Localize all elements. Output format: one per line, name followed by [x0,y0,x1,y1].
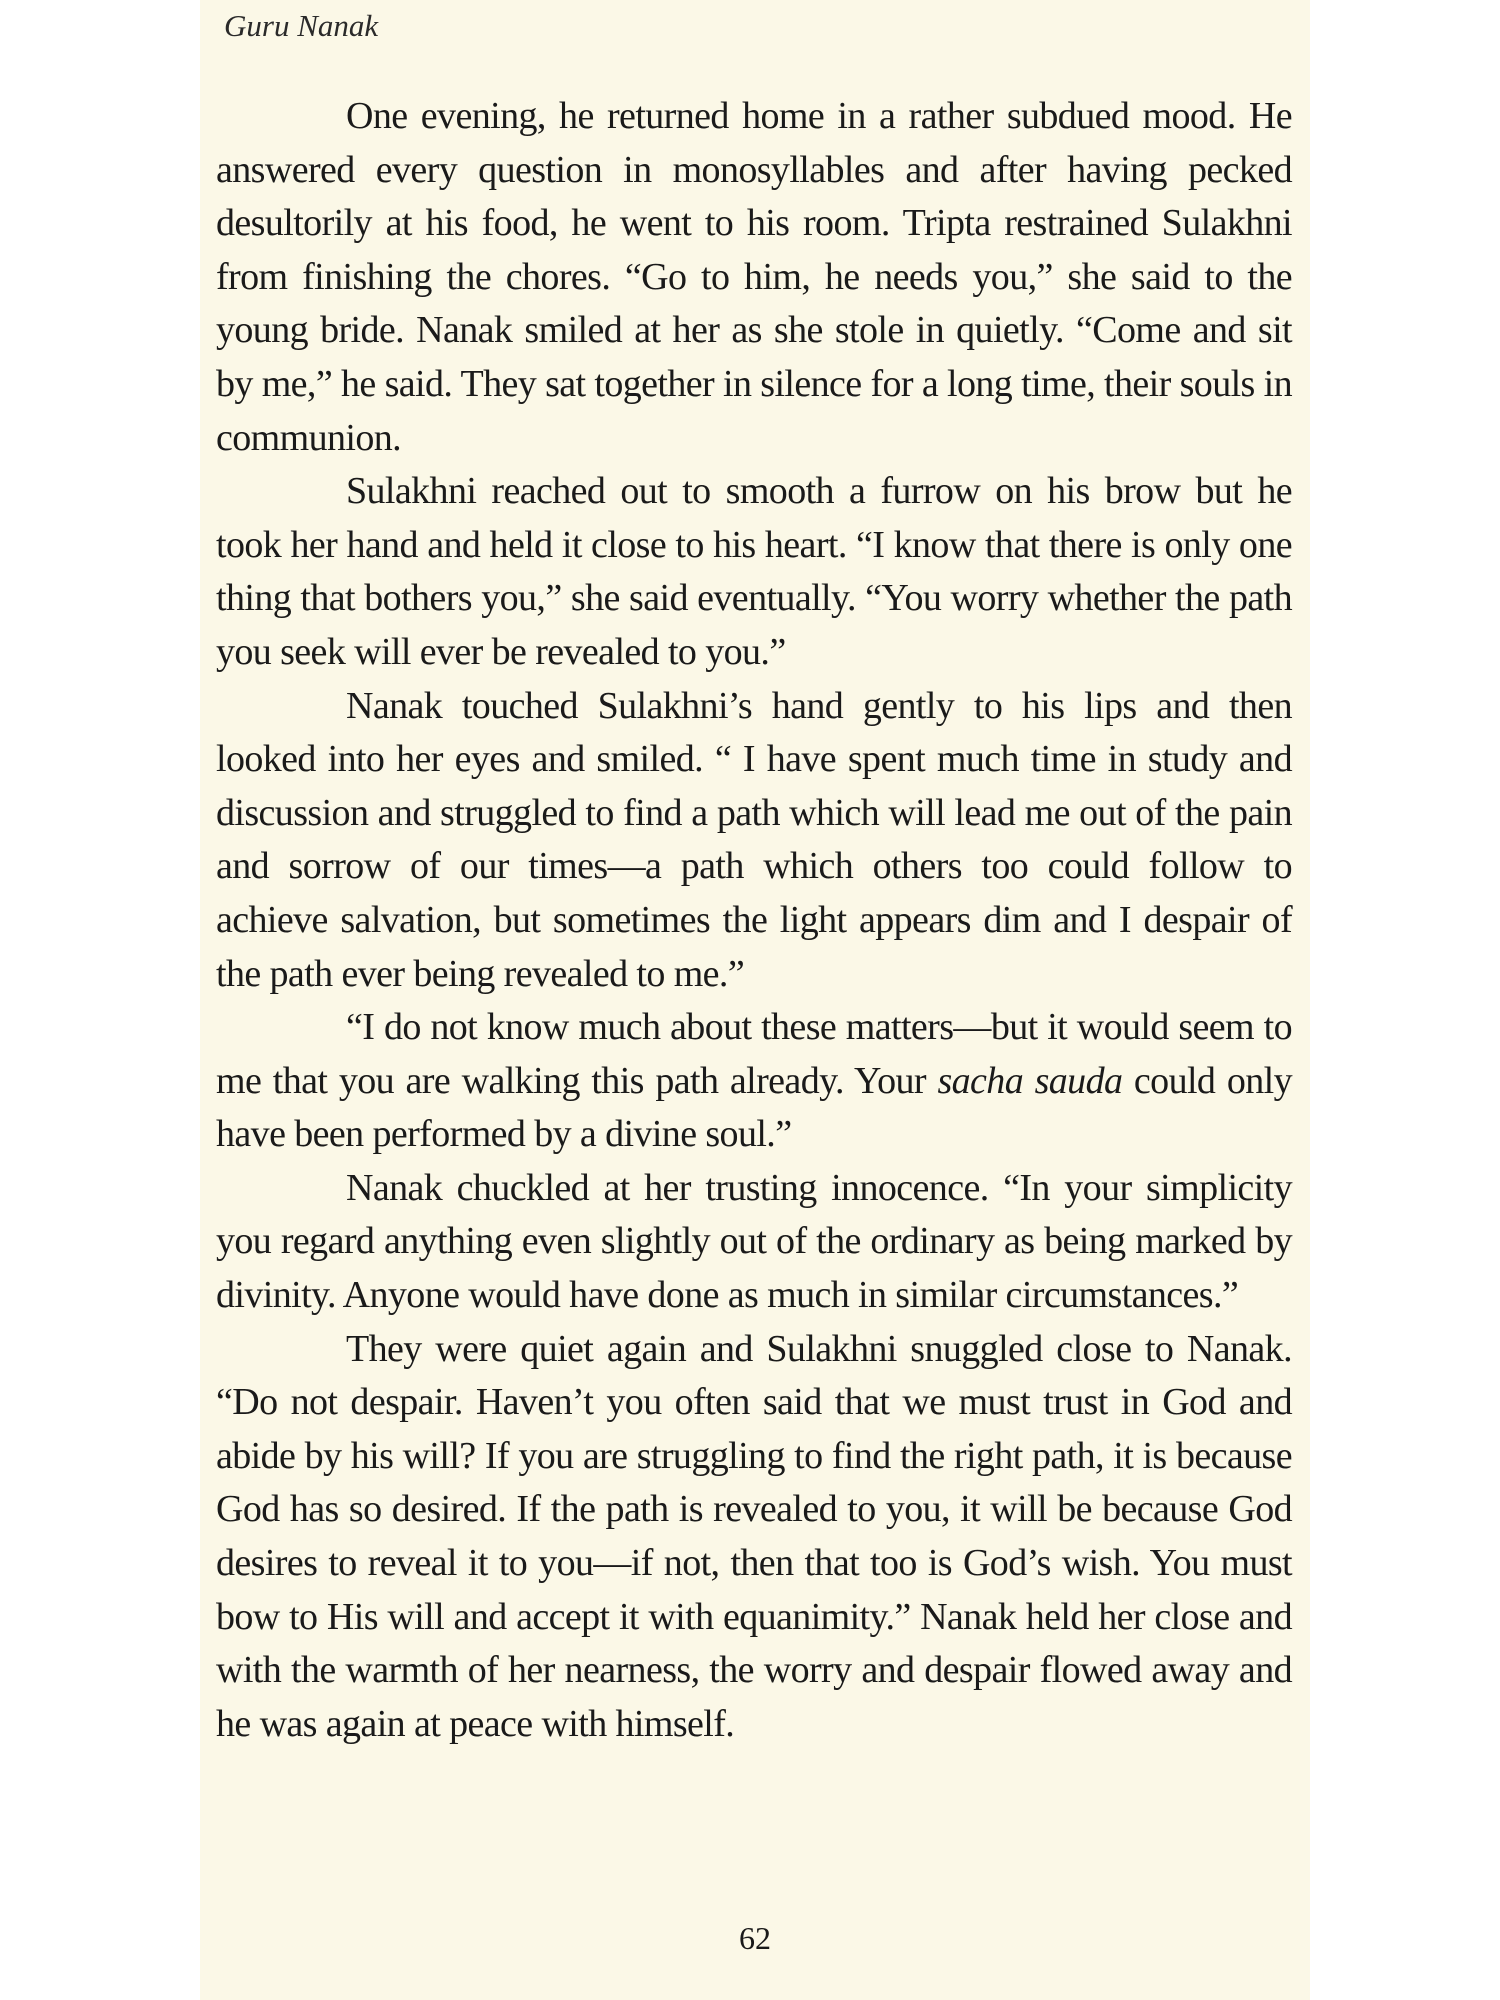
paragraph-text: One evening, he returned home in a rather subdued mood. He answered every question in monosyllables and after having pecked desultorily at his food, he went to his room. Tripta restrained Sulakhni from finishing the chores. “Go to him, he needs you,” she said to the young bride. Nanak smiled at her as she stole in quietly. “Come and sit by me,” he said. They sat together in silence for a long time, their souls in communion. [216,95,1292,459]
paragraph-text: “I do not know much about these matters—but it would seem to me that you are walking this path already. Your [216,1006,1292,1102]
paragraph-text: Nanak chuckled at her trusting innocence. “In your simplicity you regard anything even slightly out of the ordinary as being marked by divinity. Anyone would have done as much in similar circumstances.” [216,1166,1292,1317]
paragraph [216,1001,1292,1162]
paragraph [216,465,1292,679]
page-number: 62 [739,1920,771,1956]
book-page [200,0,1310,2000]
paragraph-text: Nanak touched Sulakhni’s hand gently to his lips and then looked into her eyes and smiled. “ I have spent much time in study and discussion and struggled to find a path which will lead me out of the pain and sorrow of our times—a path which others too could follow to achieve salvation, but sometimes the light appears dim and I despair of the path ever being revealed to me.” [216,684,1292,995]
italic-term: sacha sauda [937,1059,1123,1102]
paragraph [216,1323,1292,1752]
paragraph [216,680,1292,1002]
body-text [216,90,1292,1751]
paragraph [216,1162,1292,1323]
running-head: Guru Nanak [224,8,379,43]
paragraph [216,90,1292,465]
paragraph-text: Sulakhni reached out to smooth a furrow on his brow but he took her hand and held it close to his heart. “I know that there is only one thing that bothers you,” she said eventually. “You worry whether the path you seek will ever be revealed to you.” [216,470,1292,673]
paragraph-text: They were quiet again and Sulakhni snuggled close to Nanak. “Do not despair. Haven’t you often said that we must trust in God and abide by his will? If you are struggling to find the right path, it is because God has so desired. If the path is revealed to you, it will be because God desires to reveal it to you—if not, then that too is God’s wish. You must bow to His will and accept it with equanimity.” Nanak held her close and with the warmth of her nearness, the worry and despair flowed away and he was again at peace with himself. [216,1327,1292,1745]
paragraph-text: could only have been performed by a divine soul.” [216,1059,1292,1156]
